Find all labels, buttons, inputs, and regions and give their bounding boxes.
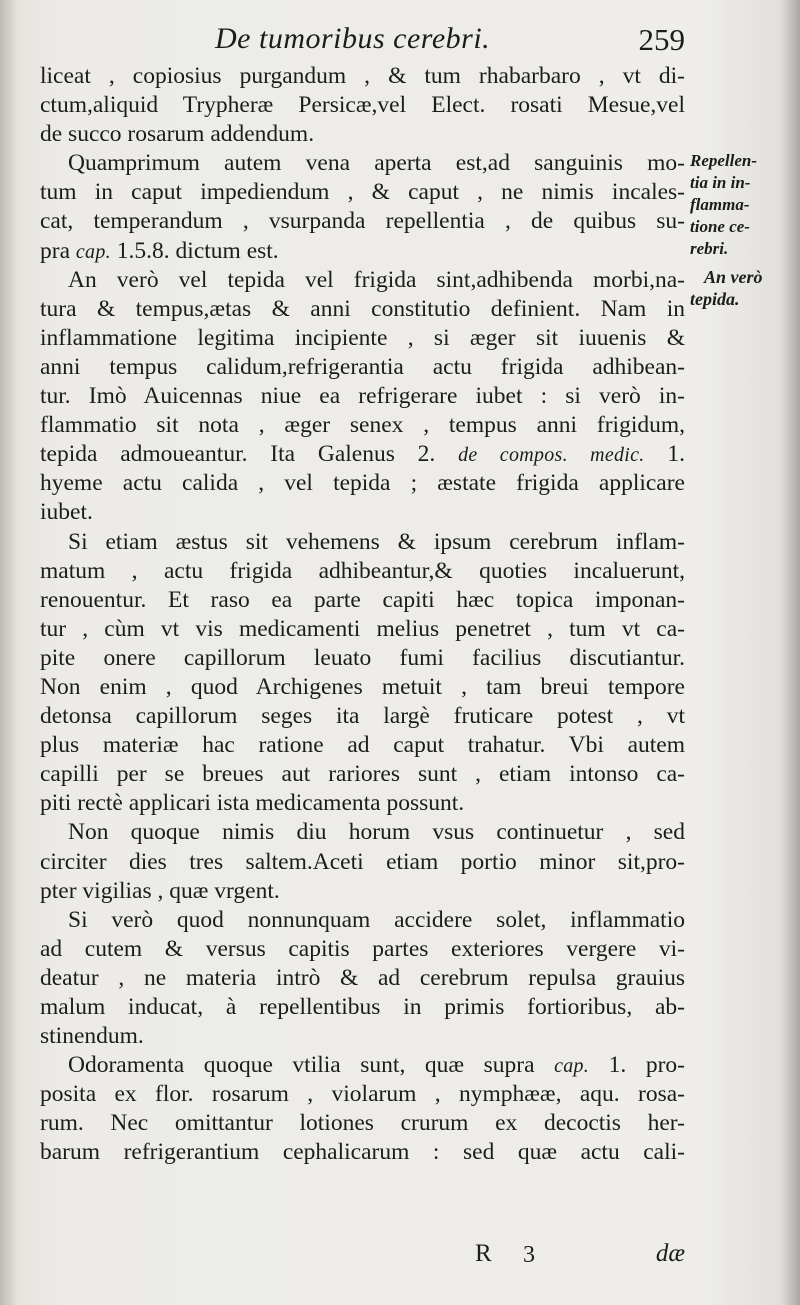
text-line (40, 1109, 685, 1138)
text-line (40, 1138, 685, 1167)
text-line (40, 295, 685, 324)
text-segment: pter vigilias , quæ vrgent. (40, 877, 280, 904)
margin-note-line: flamma- (690, 195, 750, 214)
signature-mark: R (475, 1240, 492, 1267)
text-segment: deatur , ne materia intrò & ad cerebrum repulsa grauius (40, 964, 685, 991)
text-line (40, 731, 685, 760)
text-segment: Si etiam æstus sit vehemens & ipsum cerebrum inflam- (68, 528, 685, 555)
text-line (40, 120, 685, 149)
margin-note-line: tepida. (690, 289, 740, 309)
text-segment: Si verò quod nonnunquam accidere solet, inflammatio (68, 906, 685, 933)
text-segment: inflammatione legitima incipiente , si æger sit iuuenis & (40, 324, 685, 351)
text-segment: tum in caput impediendum , & caput , ne nimis incales- (40, 179, 685, 206)
catchword: dæ (655, 1240, 685, 1267)
text-segment: pite onere capillorum leuato fumi facilius discutiantur. (40, 644, 685, 671)
text-line (40, 91, 685, 120)
text-segment: piti rectè applicari ista medicamenta possunt. (40, 790, 465, 817)
text-segment: plus materiæ hac ratione ad caput trahatur. Vbi autem (40, 732, 685, 759)
text-line (40, 673, 685, 702)
text-segment: Non quoque nimis diu horum vsus continuetur , sed (68, 819, 685, 846)
text-segment: An verò vel tepida vel frigida sint,adhibenda morbi,na- (68, 266, 685, 293)
text-line (40, 324, 685, 353)
text-segment: hyeme actu calida , vel tepida ; æstate frigida applicare (40, 470, 685, 497)
page-number: 259 (638, 22, 685, 57)
text-segment: posita ex flor. rosarum , violarum , nymphææ, aqu. rosa- (40, 1081, 685, 1108)
margin-note-line: An verò (704, 267, 763, 287)
text-line (40, 237, 685, 266)
text-line (40, 906, 685, 935)
text-line (40, 353, 685, 382)
body-text (40, 62, 685, 1168)
text-line (40, 207, 685, 236)
text-segment: rum. Nec omittantur lotiones crurum ex decoctis her- (40, 1110, 685, 1137)
text-line (40, 1022, 685, 1051)
text-segment: 1. pro- (589, 1052, 685, 1079)
margin-note-repellentia (690, 150, 798, 260)
margin-note-an-vero (690, 266, 798, 310)
text-line (40, 935, 685, 964)
text-line (40, 178, 685, 207)
text-segment: tepida admoueantur. Ita Galenus 2. (40, 441, 459, 468)
text-line (40, 557, 685, 586)
text-line (40, 266, 685, 295)
text-segment: barum refrigerantium cephalicarum : sed quæ actu cali- (40, 1139, 685, 1166)
text-line (40, 818, 685, 847)
text-line (40, 964, 685, 993)
text-segment: iubet. (40, 499, 93, 526)
text-segment: ad cutem & versus capitis partes exteriores vergere vi- (40, 935, 685, 962)
text-segment: Quamprimum autem vena aperta est,ad sanguinis mo- (68, 150, 685, 177)
text-segment: tura & tempus,ætas & anni constitutio definient. Nam in (40, 295, 685, 322)
text-line (40, 62, 685, 91)
margin-note-line: rebri. (690, 239, 729, 258)
text-segment: pra (40, 237, 76, 264)
text-segment: liceat , copiosius purgandum , & tum rhabarbaro , vt di- (40, 63, 685, 89)
text-line (40, 702, 685, 731)
margin-notes (690, 150, 798, 310)
text-line (40, 440, 685, 469)
margin-note-line: tia in in- (690, 173, 751, 192)
text-segment: renouentur. Et raso ea parte capiti hæc topica imponan- (40, 586, 685, 613)
text-segment: stinendum. (40, 1023, 144, 1050)
text-segment: Odoramenta quoque vtilia sunt, quæ supra (68, 1052, 555, 1079)
text-segment: circiter dies tres saltem.Aceti etiam portio minor sit,pro- (40, 848, 685, 875)
text-line (40, 382, 685, 411)
text-line (40, 411, 685, 440)
text-segment: 1. (644, 441, 685, 468)
text-segment: flammatio sit nota , æger senex , tempus anni frigidum, (40, 412, 685, 439)
text-line (40, 877, 685, 906)
margin-note-line: tione ce- (690, 217, 750, 236)
text-segment: Non enim , quod Archigenes metuit , tam breui tempore (40, 673, 685, 700)
text-segment: malum inducat, à repellentibus in primis fortioribus, ab- (40, 994, 685, 1020)
text-line (40, 1080, 685, 1109)
text-segment: ctum,aliquid Trypheræ Persicæ,vel Elect. rosati Mesue,vel (40, 92, 685, 119)
text-line (40, 760, 685, 789)
text-segment: anni tempus calidum,refrigerantia actu frigida adhibean- (40, 353, 685, 380)
text-line (40, 469, 685, 498)
text-line (40, 789, 685, 818)
text-line (40, 149, 685, 178)
text-line (40, 1051, 685, 1080)
text-segment: matum , actu frigida adhibeantur,& quoties incaluerunt, (40, 557, 685, 584)
italic-reference: de compos. medic. (458, 444, 645, 467)
text-line (40, 615, 685, 644)
text-line (40, 848, 685, 877)
page-footer (475, 1240, 685, 1276)
text-line (40, 993, 685, 1022)
italic-reference: cap. (75, 240, 111, 263)
text-line (40, 528, 685, 557)
text-segment: de succo rosarum addendum. (40, 121, 315, 148)
text-line (40, 586, 685, 615)
text-segment: 1.5.8. dictum est. (110, 237, 279, 264)
text-segment: tur , cùm vt vis medicamenti melius penetret , tum vt ca- (40, 615, 685, 642)
text-segment: cat, temperandum , vsurpanda repellentia , de quibus su- (40, 208, 685, 235)
page-header (215, 22, 685, 66)
text-segment: tur. Imò Auicennas niue ea refrigerare iubet : si verò in- (40, 383, 685, 410)
text-line (40, 644, 685, 673)
text-segment: capilli per se breues aut rariores sunt , etiam intonso ca- (40, 761, 685, 788)
running-title: De tumoribus cerebri. (215, 22, 491, 55)
text-segment: detonsa capillorum seges ita largè fruticare potest , vt (40, 703, 685, 730)
signature-number: 3 (523, 1242, 535, 1268)
italic-reference: cap. (554, 1055, 590, 1078)
text-line (40, 498, 685, 527)
margin-note-line: Repellen- (690, 151, 758, 170)
